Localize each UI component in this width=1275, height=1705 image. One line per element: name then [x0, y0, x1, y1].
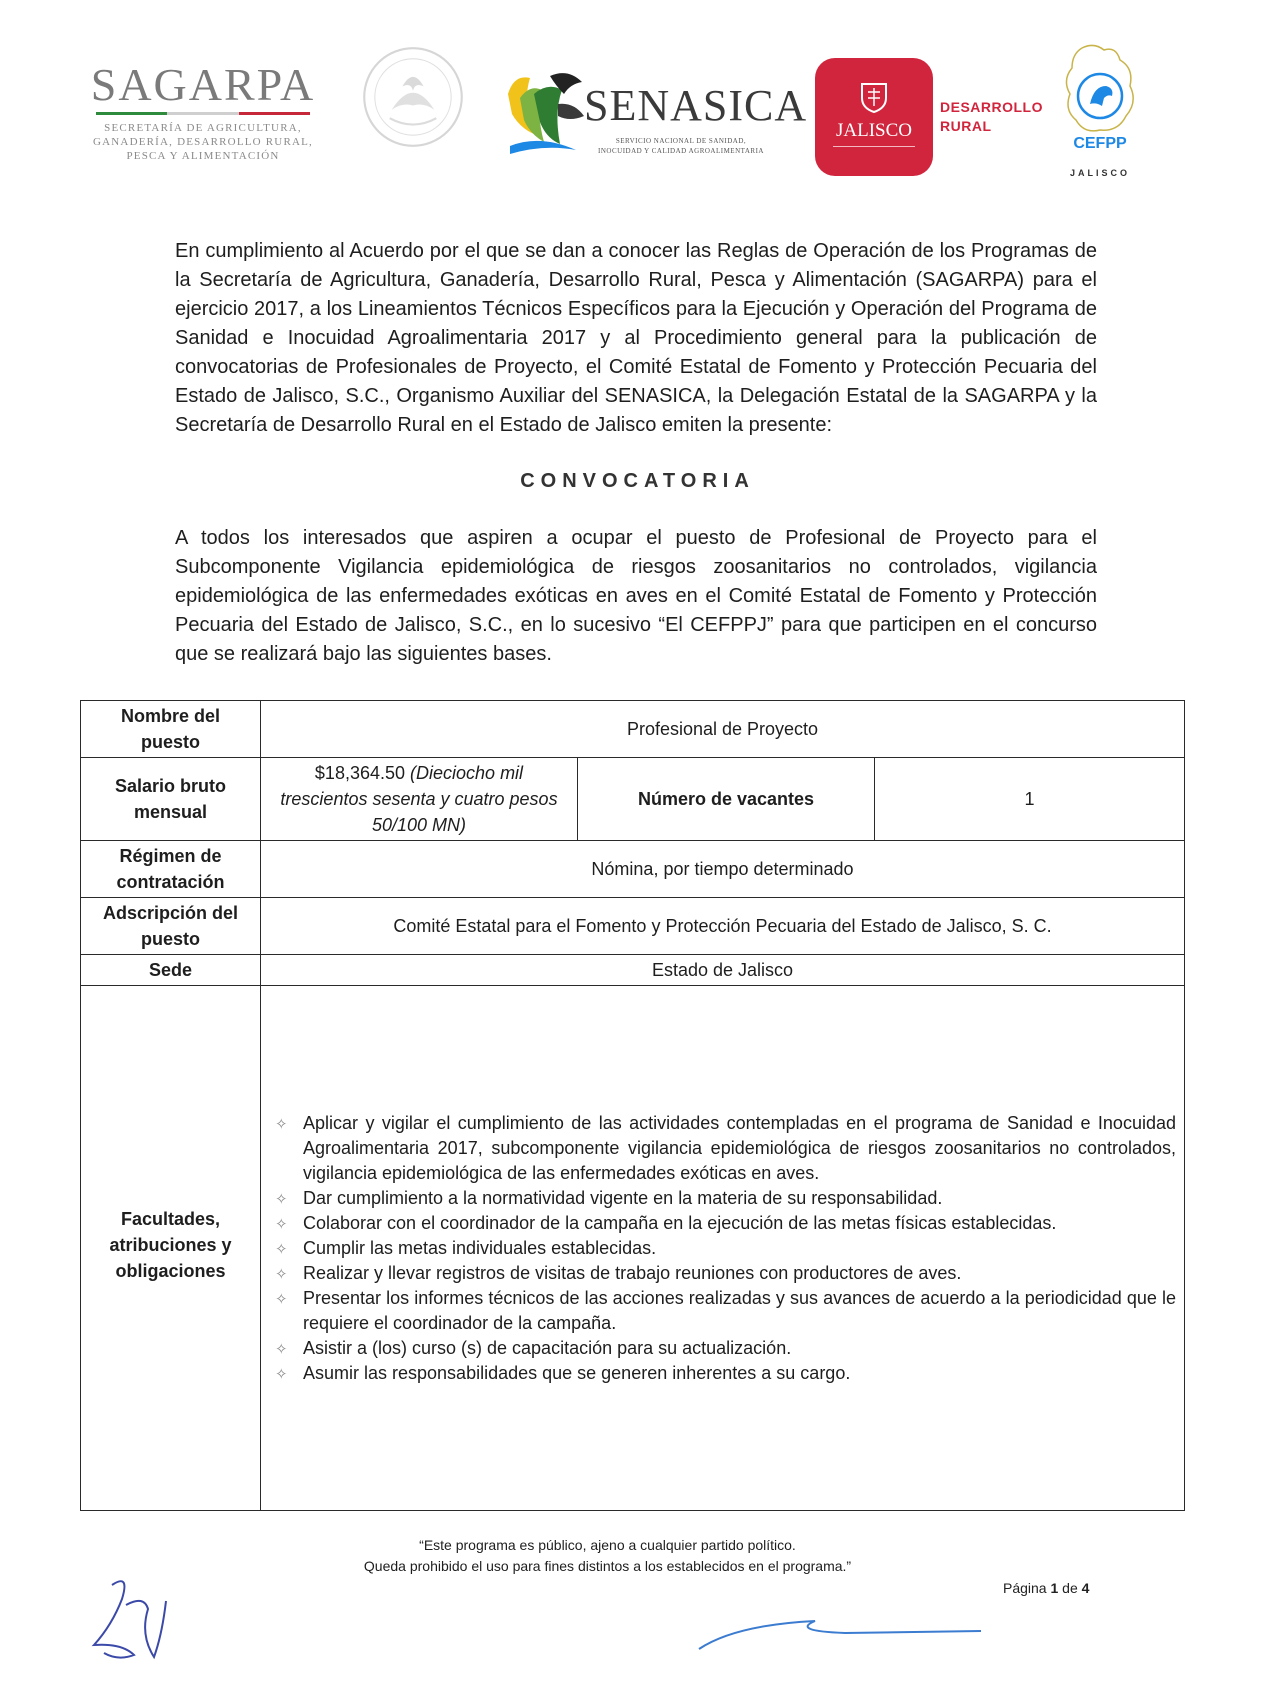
sagarpa-subtitle-3: PESCA Y ALIMENTACIÓN	[126, 150, 280, 162]
senasica-subtitle-2: INOCUIDAD Y CALIDAD AGROALIMENTARIA	[598, 147, 764, 155]
senasica-name: SENASICA	[584, 81, 808, 130]
salario-label: Salario bruto mensual	[81, 758, 261, 841]
list-item	[269, 1361, 1176, 1386]
bullet-icon: ✧	[275, 1290, 288, 1308]
facultades-list-cell	[261, 986, 1185, 1511]
sede-value: Estado de Jalisco	[261, 955, 1185, 986]
cefpp-map-icon	[1060, 40, 1140, 160]
facultad-text: Asumir las responsabilidades que se generen inherentes a su cargo.	[303, 1362, 851, 1383]
cefpp-state: JALISCO	[1069, 168, 1130, 178]
page-number	[1003, 1580, 1089, 1596]
adscripcion-label: Adscripción del puesto	[81, 898, 261, 955]
table-row-adscripcion	[81, 898, 1185, 955]
sagarpa-logo	[88, 59, 318, 163]
senasica-logo	[500, 64, 808, 164]
page-prefix: Página	[1003, 1580, 1047, 1596]
bullet-icon: ✧	[275, 1215, 288, 1233]
regimen-value: Nómina, por tiempo determinado	[261, 841, 1185, 898]
salario-words: (Dieciocho mil trescientos sesenta y cuatro pesos 50/100 MN)	[280, 763, 558, 835]
document-title: CONVOCATORIA	[520, 470, 755, 492]
list-item	[269, 1286, 1176, 1336]
bullet-icon: ✧	[275, 1340, 288, 1358]
facultad-text: Asistir a (los) curso (s) de capacitación para su actualización.	[303, 1337, 792, 1358]
call-paragraph: A todos los interesados que aspiren a ocupar el puesto de Profesional de Proyecto para el Subcomponente Vigilancia epidemiológica de riesgos zoosanitarios no controlados, vigilancia epidemiológica de las enfermedades exóticas en aves en el Comité Estatal de Fomento y Protección Pecuaria del Estado de Jalisco, S.C., en lo sucesivo “El CEFPPJ” para que participen en el concurso que se realizará bajo las siguientes bases.	[175, 527, 1097, 665]
sagarpa-name: SAGARPA	[90, 59, 316, 110]
bullet-icon: ✧	[275, 1240, 288, 1258]
facultad-text: Colaborar con el coordinador de la campaña en la ejecución de las metas físicas establecidas.	[303, 1212, 1057, 1233]
table-row-facultades	[81, 986, 1185, 1511]
facultades-label: Facultades, atribuciones y obligaciones	[81, 986, 261, 1511]
puesto-label: Nombre del puesto	[81, 701, 261, 758]
list-item	[269, 1111, 1176, 1186]
sagarpa-tricolor-rule	[96, 112, 310, 115]
list-item	[269, 1186, 1176, 1211]
sagarpa-subtitle-1: SECRETARÍA DE AGRICULTURA,	[104, 122, 302, 134]
signature-line	[695, 1605, 985, 1655]
intro-paragraph: En cumplimiento al Acuerdo por el que se dan a conocer las Reglas de Operación de los Programas de la Secretaría de Agricultura, Ganadería, Desarrollo Rural, Pesca y Alimentación (SAGARPA) para el ejercicio 2017, a los Lineamientos Técnicos Específicos para la Ejecución y Operación del Programa de Sanidad e Inocuidad Agroalimentaria 2017 y al Procedimiento general para la publicación de convocatorias de Profesionales de Proyecto, el Comité Estatal de Fomento y Protección Pecuaria del Estado de Jalisco, S.C., Organismo Auxiliar del SENASICA, la Delegación Estatal de la SAGARPA y la Secretaría de Desarrollo Rural en el Estado de Jalisco emiten la presente:	[175, 240, 1097, 436]
facultad-text: Cumplir las metas individuales establecidas.	[303, 1237, 657, 1258]
signature-mark	[82, 1565, 192, 1675]
regimen-label: Régimen de contratación	[81, 841, 261, 898]
table-row-puesto	[81, 701, 1185, 758]
puesto-value: Profesional de Proyecto	[261, 701, 1185, 758]
facultad-text: Realizar y llevar registros de visitas de trabajo reuniones con productores de aves.	[303, 1262, 962, 1283]
bullet-icon: ✧	[275, 1115, 288, 1133]
adscripcion-value: Comité Estatal para el Fomento y Protección Pecuaria del Estado de Jalisco, S. C.	[261, 898, 1185, 955]
jalisco-shield-icon	[858, 80, 890, 114]
cefpp-logo	[1060, 40, 1140, 186]
bullet-icon: ✧	[275, 1190, 288, 1208]
senasica-subtitle	[586, 136, 776, 156]
list-item	[269, 1236, 1176, 1261]
desarrollo-rural-label	[940, 98, 1043, 136]
list-item	[269, 1261, 1176, 1286]
desarrollo-rural-line-2: RURAL	[940, 118, 992, 134]
senasica-mark-icon	[500, 64, 590, 160]
sede-label: Sede	[81, 955, 261, 986]
jalisco-name: JALISCO	[835, 120, 912, 141]
bullet-icon: ✧	[275, 1365, 288, 1383]
list-item	[269, 1211, 1176, 1236]
jalisco-logo	[815, 58, 933, 176]
national-seal-icon	[360, 44, 466, 150]
sagarpa-subtitle-2: GANADERÍA, DESARROLLO RURAL,	[93, 136, 313, 148]
table-row-regimen	[81, 841, 1185, 898]
header-logos	[0, 40, 1275, 190]
bullet-icon: ✧	[275, 1265, 288, 1283]
facultades-list	[269, 1111, 1176, 1386]
page-sep: de	[1062, 1580, 1078, 1596]
desarrollo-rural-line-1: DESARROLLO	[940, 99, 1043, 115]
table-row-salario	[81, 758, 1185, 841]
footer-line-2: Queda prohibido el uso para fines distintos a los establecidos en el programa.”	[363, 1558, 852, 1574]
position-details-table	[80, 700, 1185, 1511]
cefpp-name: CEFPP	[1073, 135, 1127, 152]
list-item	[269, 1336, 1176, 1361]
footer-line-1: “Este programa es público, ajeno a cualquier partido político.	[419, 1537, 796, 1553]
facultad-text: Dar cumplimiento a la normatividad vigente en la materia de su responsabilidad.	[303, 1187, 943, 1208]
facultad-text: Presentar los informes técnicos de las acciones realizadas y sus avances de acuerdo a la periodicidad que le requiere el coordinador de la campaña.	[303, 1287, 1176, 1333]
page-total: 4	[1081, 1580, 1090, 1596]
vacantes-value: 1	[875, 758, 1185, 841]
senasica-subtitle-1: SERVICIO NACIONAL DE SANIDAD,	[615, 137, 747, 145]
facultad-text: Aplicar y vigilar el cumplimiento de las actividades contempladas en el programa de Sanidad e Inocuidad Agroalimentaria 2017, subcomponente vigilancia epidemiológica de riesgos zoosanitarios no controlados, vigilancia epidemiológica de las enfermedades exóticas en aves.	[303, 1112, 1176, 1183]
jalisco-divider	[833, 146, 915, 147]
salario-amount: $18,364.50	[314, 763, 406, 783]
salario-value	[261, 758, 578, 841]
table-row-sede	[81, 955, 1185, 986]
page-current: 1	[1050, 1580, 1059, 1596]
vacantes-label: Número de vacantes	[578, 758, 875, 841]
